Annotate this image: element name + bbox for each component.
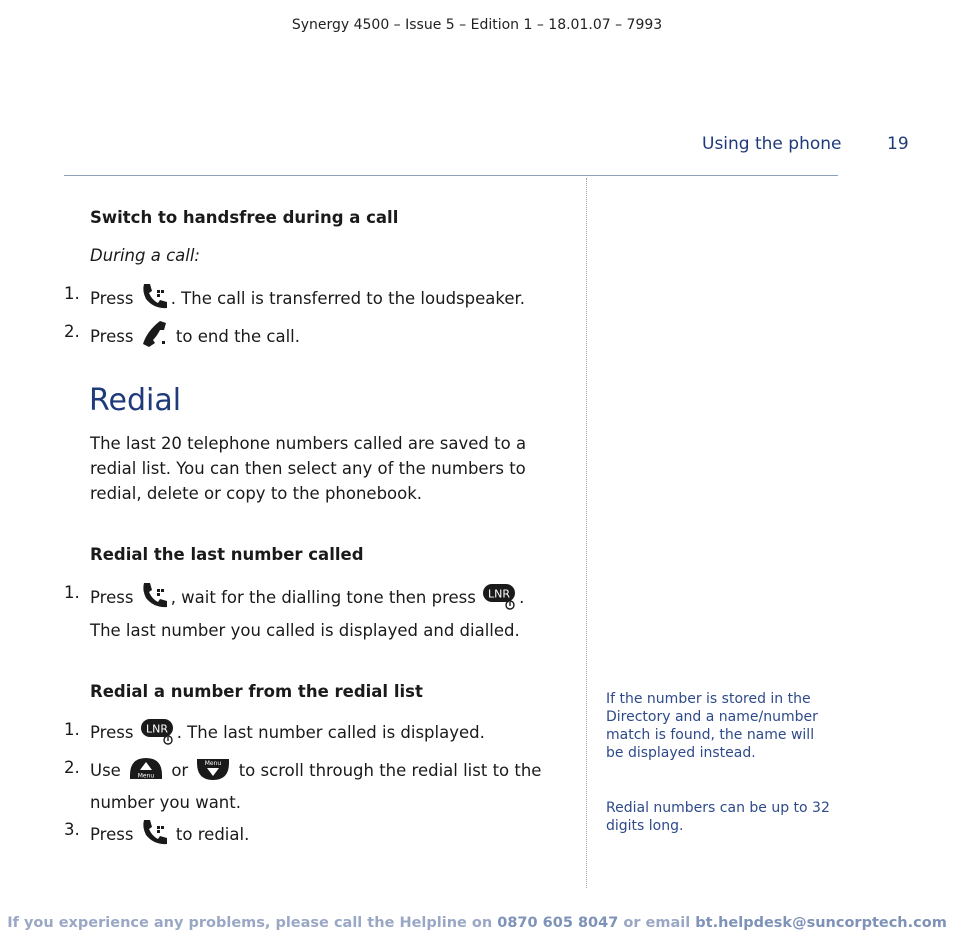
last-number-step-1: [64, 580, 560, 617]
footer-middle: or email: [618, 915, 696, 931]
lnr-key-icon: [140, 717, 176, 752]
helpdesk-email: bt.helpdesk@suncorptech.com: [695, 915, 947, 931]
step-text: Press: [90, 825, 134, 844]
lnr-label: LNR: [488, 587, 511, 601]
step-text: .: [519, 588, 525, 607]
helpline-phone: 0870 605 8047: [497, 915, 619, 931]
last-number-note: The last number you called is displayed and dialled.: [90, 621, 520, 640]
document-meta: Synergy 4500 – Issue 5 – Edition 1 – 18.01.07 – 7993: [291, 17, 663, 33]
redial-intro: The last 20 telephone numbers called are saved to a redial list. You can then select any of the numbers to redial, delete or copy to the phonebook.: [90, 434, 527, 503]
step-number: 1.: [64, 583, 80, 602]
menu-label: Menu: [205, 760, 222, 767]
handsfree-intro: During a call:: [90, 246, 200, 265]
step-text: Press: [90, 723, 134, 742]
from-list-step-1: [64, 717, 560, 752]
lnr-key-icon: [482, 582, 518, 617]
step-text: , wait for the dialling tone then press: [170, 588, 476, 607]
last-number-heading: Redial the last number called: [90, 545, 364, 564]
menu-label: Menu: [137, 772, 155, 780]
sidebar-note-directory: If the number is stored in the Directory and a name/number match is found, the name will be displayed instead.: [606, 691, 818, 761]
step-text: Press: [90, 588, 134, 607]
handsfree-heading: Switch to handsfree during a call: [90, 208, 399, 227]
footer-prefix: If you experience any problems, please call the Helpline on: [7, 915, 498, 931]
step-text: or: [171, 761, 189, 780]
lnr-label: LNR: [145, 722, 168, 736]
scroll-up-menu-icon: [127, 755, 165, 790]
step-number: 2.: [64, 758, 80, 777]
step-number: 2.: [64, 322, 80, 341]
sidebar-note-digits: Redial numbers can be up to 32 digits long.: [606, 800, 830, 834]
handsfree-step-2: [64, 319, 560, 356]
running-head: Using the phone: [702, 134, 842, 154]
header-rule: [64, 175, 838, 176]
helpline-footer: [0, 915, 954, 931]
from-list-step-2: [64, 755, 560, 815]
talk-handset-icon: [140, 817, 170, 854]
step-text: . The last number called is displayed.: [176, 723, 485, 742]
step-text: to end the call.: [170, 327, 300, 346]
column-divider: [586, 178, 587, 888]
scroll-down-menu-icon: [194, 755, 232, 790]
step-text: to redial.: [170, 825, 250, 844]
page-number: 19: [887, 134, 909, 154]
step-number: 1.: [64, 284, 80, 303]
step-text: . The call is transferred to the loudspeaker.: [170, 289, 526, 308]
step-text: Use: [90, 761, 121, 780]
step-number: 3.: [64, 820, 80, 839]
talk-handset-icon: [140, 580, 170, 617]
step-number: 1.: [64, 720, 80, 739]
step-text: Press: [90, 289, 134, 308]
step-text: to scroll through the redial list to the number you want.: [90, 761, 542, 812]
handsfree-step-1: [64, 281, 560, 318]
talk-handset-icon: [140, 281, 170, 318]
from-list-heading: Redial a number from the redial list: [90, 682, 423, 701]
redial-title: Redial: [89, 383, 182, 418]
step-text: Press: [90, 327, 134, 346]
from-list-step-3: [64, 817, 560, 854]
end-call-icon: [140, 319, 170, 356]
